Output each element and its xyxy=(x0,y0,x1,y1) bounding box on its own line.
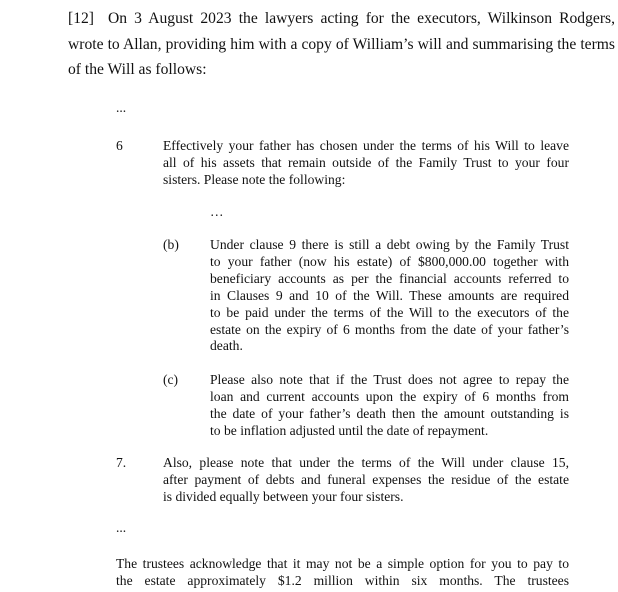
sub-item-c-label: (c) xyxy=(163,372,179,387)
paragraph-12-line-2: wrote to Allan, providing him with a copy of William’s will and summarising the terms xyxy=(68,35,615,53)
quote-ellipsis-bottom: ... xyxy=(116,520,127,535)
quote-item-6-ellipsis: … xyxy=(210,204,224,219)
quote-item-6-text: Effectively your father has chosen under the terms of his Will to leave all of his assets that remain outside of the Family Trust to your four sisters. Please note the following: xyxy=(163,138,569,187)
quote-item-7-number: 7. xyxy=(116,455,127,470)
sub-item-c-text: Please also note that if the Trust does not agree to repay the loan and current accounts upon the expiry of 6 months from the date of your father’s death then the amount outstanding is to be inflation adjusted until the date of repayment. xyxy=(210,372,569,438)
quote-ellipsis-top: ... xyxy=(116,100,127,115)
quote-item-6-number: 6 xyxy=(116,138,123,153)
quote-item-7-text: Also, please note that under the terms of the Will under clause 15, after payment of debts and funeral expenses the residue of the estate is divided equally between your four sisters. xyxy=(163,455,569,504)
sub-item-b-text: Under clause 9 there is still a debt owing by the Family Trust to your father (now his estate) of $800,000.00 together with beneficiary accounts as per the financial accounts referred to in Clauses 9 and 10 of the Will. These amounts are required to be paid under the terms of the Will to the executors of the estate on the expiry of 6 months from the date of your father’s death. xyxy=(210,237,569,354)
paragraph-12 xyxy=(68,6,615,83)
quote-trailing-text: The trustees acknowledge that it may not be a simple option for you to pay to the estate approximately $1.2 million within six months. The trustees xyxy=(116,556,569,588)
paragraph-12-line-1: [12] On 3 August 2023 the lawyers acting for the executors, Wilkinson Rodgers, xyxy=(68,10,615,27)
sub-item-b-label: (b) xyxy=(163,237,179,252)
paragraph-12-line-3: of the Will as follows: xyxy=(68,61,207,78)
paragraph-number: [12] xyxy=(68,10,94,27)
